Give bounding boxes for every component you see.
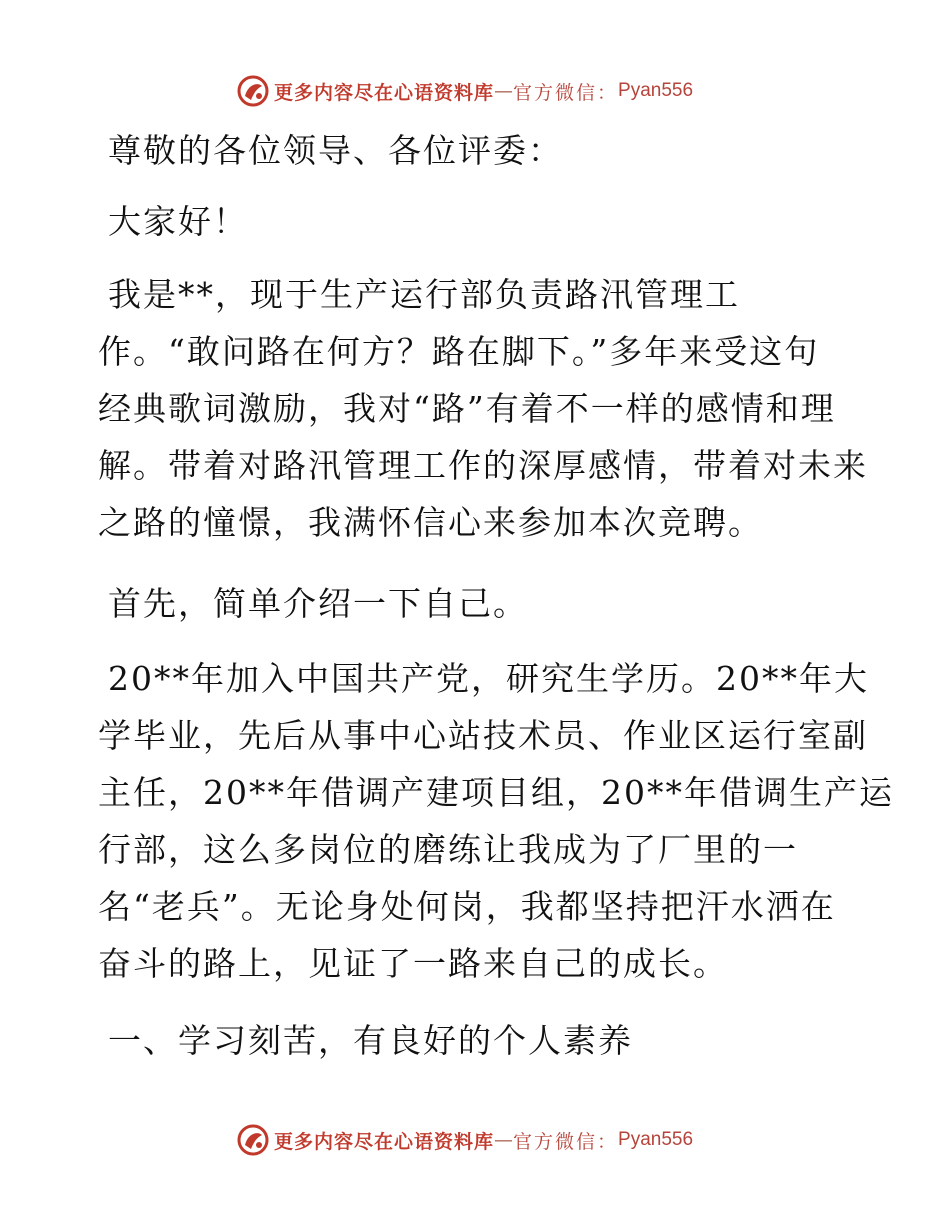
self-intro-paragraph (98, 575, 858, 632)
header-watermark (236, 73, 693, 109)
section-heading (98, 1012, 858, 1069)
salutation-paragraph (98, 122, 858, 179)
text-line: 学毕业，先后从事中心站技术员、作业区运行室副 (98, 716, 868, 755)
intro-paragraph (98, 266, 868, 551)
text-line: 作。“敢问路在何方？路在脚下。”多年来受这句 (98, 332, 820, 371)
text-line: 解。带着对路汛管理工作的深厚感情，带着对未来 (98, 446, 868, 485)
text-line: 我是**，现于生产运行部负责路汛管理工 (108, 275, 740, 314)
text-line: 20**年加入中国共产党，研究生学历。20**年大 (108, 659, 869, 698)
text-line: 首先，简单介绍一下自己。 (108, 584, 528, 623)
text-line: 尊敬的各位领导、各位评委： (108, 131, 563, 170)
watermark-separator: — (494, 80, 514, 102)
footer-watermark (236, 1122, 693, 1158)
wechat-label: 官方微信： (513, 1130, 619, 1153)
text-line: 名“老兵”。无论身处何岗，我都坚持把汗水洒在 (98, 887, 836, 926)
wechat-label: 官方微信： (513, 81, 619, 104)
text-line: 一、学习刻苦，有良好的个人素养 (108, 1021, 633, 1060)
wechat-id: Pyan556 (618, 80, 694, 101)
text-line: 主任，20**年借调产建项目组，20**年借调生产运 (98, 773, 894, 812)
watermark-text: 更多内容尽在心语资料库 (274, 81, 495, 104)
wechat-id: Pyan556 (618, 1129, 694, 1150)
watermark-separator: — (494, 1129, 514, 1151)
logo-icon (236, 74, 270, 108)
watermark-text: 更多内容尽在心语资料库 (274, 1130, 495, 1153)
greeting-paragraph (98, 193, 858, 250)
text-line: 奋斗的路上，见证了一路来自己的成长。 (98, 944, 728, 983)
background-paragraph (98, 650, 894, 992)
logo-icon (236, 1123, 270, 1157)
text-line: 经典歌词激励，我对“路”有着不一样的感情和理 (98, 389, 836, 428)
text-line: 之路的憧憬，我满怀信心来参加本次竞聘。 (98, 503, 763, 542)
text-line: 大家好！ (108, 202, 248, 241)
text-line: 行部，这么多岗位的磨练让我成为了厂里的一 (98, 830, 798, 869)
